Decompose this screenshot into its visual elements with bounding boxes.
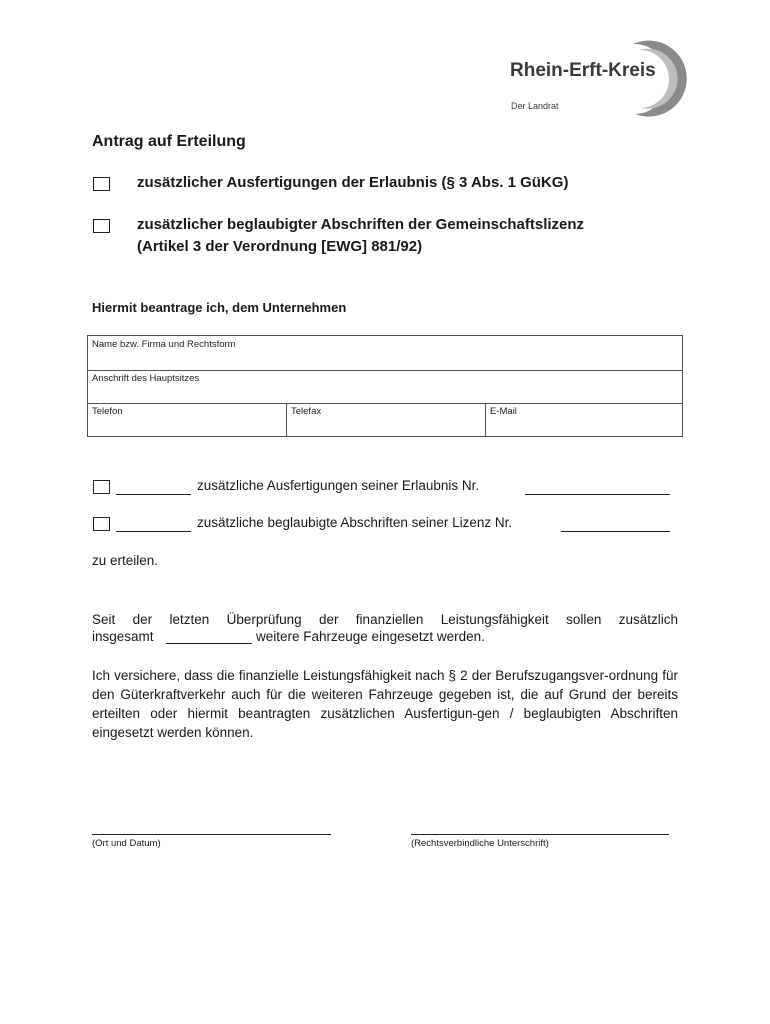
option-2-label-line1: zusätzlicher beglaubigter Abschriften der Gemeinschaftslizenz — [137, 216, 585, 233]
company-table — [87, 335, 683, 437]
place-date-label: (Ort und Datum) — [92, 838, 161, 849]
page-title: Antrag auf Erteilung — [92, 133, 246, 150]
request-1-number-field[interactable] — [525, 480, 670, 495]
request-2-count-field[interactable] — [116, 517, 191, 532]
option-2-label-line2: (Artikel 3 der Verordnung [EWG] 881/92) — [137, 238, 423, 255]
request-1-checkbox[interactable] — [93, 480, 110, 494]
company-heading: Hiermit beantrage ich, dem Unternehmen — [92, 300, 347, 315]
company-address-label: Anschrift des Hauptsitzes — [92, 373, 200, 384]
option-1-checkbox[interactable] — [93, 177, 110, 191]
request-2-number-field[interactable] — [561, 517, 670, 532]
logo-name: Rhein-Erft-Kreis — [510, 60, 656, 81]
option-1-label: zusätzlicher Ausfertigungen der Erlaubnis (§ 3 Abs. 1 GüKG) — [137, 174, 569, 191]
company-address-field[interactable] — [88, 370, 682, 404]
signature-label: (Rechtsverbindliche Unterschrift) — [411, 838, 549, 849]
rhein-erft-kreis-logo — [505, 40, 695, 120]
phone-field[interactable] — [88, 404, 286, 437]
email-label: E-Mail — [490, 406, 517, 417]
phone-label: Telefon — [92, 406, 123, 417]
vehicles-line-2-before: insgesamt — [92, 629, 154, 644]
company-name-field[interactable] — [88, 336, 682, 371]
fax-label: Telefax — [291, 406, 322, 417]
request-1-text: zusätzliche Ausfertigungen seiner Erlaubnis Nr. — [197, 478, 480, 493]
vehicles-line-1: Seit der letzten Überprüfung der finanziellen Leistungsfähigkeit sollen zusätzlich — [92, 612, 678, 627]
email-field[interactable] — [486, 404, 682, 437]
assurance-paragraph: Ich versichere, dass die finanzielle Leistungsfähigkeit nach § 2 der Berufszugangsver-ordnung für den Güterkraftverkehr auch für die weiteren Fahrzeuge gegeben ist, die auf Grund der bereits erteilten oder hiermit beantragten zusätzlichen Ausfertigun-gen / beglaubigten Abschriften eingesetzt werden können. — [92, 668, 678, 740]
request-2-checkbox[interactable] — [93, 517, 110, 531]
request-2-text: zusätzliche beglaubigte Abschriften seiner Lizenz Nr. — [197, 515, 513, 530]
company-name-label: Name bzw. Firma und Rechtsform — [92, 339, 236, 350]
vehicles-line-2-after: weitere Fahrzeuge eingesetzt werden. — [256, 629, 485, 644]
place-date-line[interactable] — [92, 834, 331, 835]
logo-subtitle: Der Landrat — [511, 101, 559, 111]
grant-text: zu erteilen. — [92, 553, 159, 568]
vehicles-count-field[interactable] — [166, 629, 252, 644]
request-1-count-field[interactable] — [116, 480, 191, 495]
fax-field[interactable] — [287, 404, 485, 437]
option-2-checkbox[interactable] — [93, 219, 110, 233]
signature-line[interactable] — [411, 834, 669, 835]
